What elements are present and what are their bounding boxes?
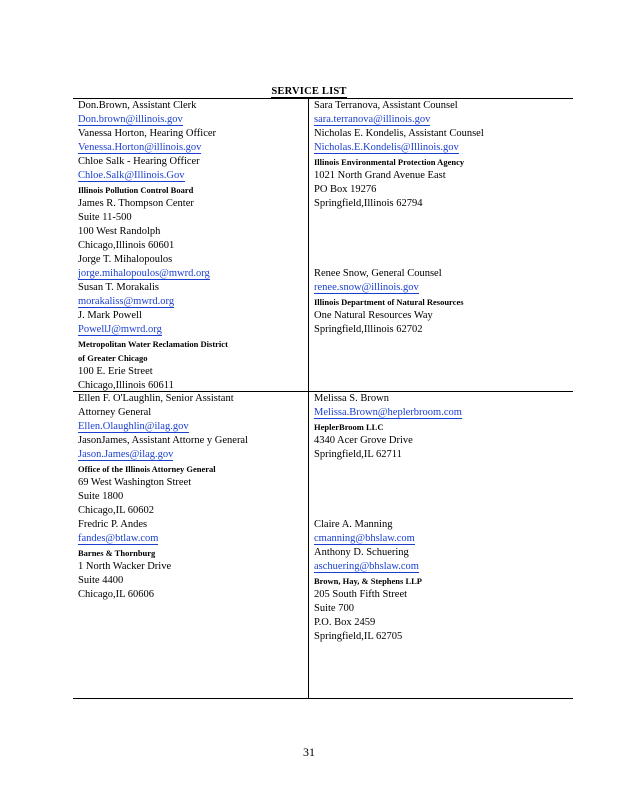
table-column-divider	[308, 98, 309, 698]
email-link[interactable]	[314, 560, 462, 574]
contact-line: P.O. Box 2459	[314, 617, 376, 628]
organization-name: Illinois Pollution Control Board	[78, 185, 194, 195]
cell-attorney-general-barnes-thornburg	[78, 392, 248, 602]
email-link-text[interactable]: Don.brown@illinois.gov	[78, 114, 183, 125]
contact-line: Susan T. Morakalis	[78, 282, 159, 293]
organization-name: Brown, Hay, & Stephens LLP	[314, 576, 423, 586]
contact-line: Renee Snow, General Counsel	[314, 268, 442, 279]
cell-heplerbroom-brown-hay-stephens	[314, 392, 462, 644]
email-link[interactable]	[78, 448, 248, 462]
contact-line: Suite 1800	[78, 491, 124, 502]
contact-line: Chicago,Illinois 60601	[78, 240, 175, 251]
email-link[interactable]	[314, 532, 462, 546]
contact-line: One Natural Resources Way	[314, 310, 433, 321]
contact-line: 100 E. Erie Street	[78, 366, 153, 377]
contact-line: Attorney General	[78, 407, 152, 418]
contact-line: 69 West Washington Street	[78, 477, 192, 488]
spacer	[314, 490, 462, 518]
email-link[interactable]	[78, 532, 248, 546]
contact-line: PO Box 19276	[314, 184, 377, 195]
email-link-text[interactable]: Nicholas.E.Kondelis@Illinois.gov	[314, 142, 459, 153]
service-list-title	[0, 86, 618, 97]
email-link[interactable]	[314, 406, 462, 420]
organization-name: Barnes & Thornburg	[78, 548, 156, 558]
contact-line: Jorge T. Mihalopoulos	[78, 254, 173, 265]
email-link-text[interactable]: Venessa.Horton@illinois.gov	[78, 142, 202, 153]
contact-line: Springfield,IL 62711	[314, 449, 402, 460]
service-list-title-text: SERVICE LIST	[271, 86, 347, 97]
contact-line: Suite 4400	[78, 575, 124, 586]
contact-line: Melissa S. Brown	[314, 393, 389, 404]
email-link-text[interactable]: fandes@btlaw.com	[78, 533, 159, 544]
email-link[interactable]	[78, 169, 228, 183]
spacer	[314, 239, 484, 267]
organization-name: HeplerBroom LLC	[314, 422, 384, 432]
contact-line: Springfield,IL 62705	[314, 631, 403, 642]
contact-line: Sara Terranova, Assistant Counsel	[314, 100, 458, 111]
contact-line: Anthony D. Schuering	[314, 547, 409, 558]
contact-line: 205 South Fifth Street	[314, 589, 408, 600]
contact-line: 4340 Acer Grove Drive	[314, 435, 413, 446]
contact-line: Suite 700	[314, 603, 354, 614]
contact-line: Nicholas E. Kondelis, Assistant Counsel	[314, 128, 484, 139]
email-link[interactable]	[314, 113, 484, 127]
organization-name: Office of the Illinois Attorney General	[78, 464, 216, 474]
cell-pollution-control-board-water-district	[78, 99, 228, 393]
contact-line: Fredric P. Andes	[78, 519, 148, 530]
contact-line: Vanessa Horton, Hearing Officer	[78, 128, 217, 139]
organization-name: of Greater Chicago	[78, 353, 148, 363]
organization-name: Illinois Department of Natural Resources	[314, 297, 464, 307]
email-link[interactable]	[78, 295, 228, 309]
contact-line: Claire A. Manning	[314, 519, 393, 530]
contact-line: James R. Thompson Center	[78, 198, 194, 209]
organization-name: Illinois Environmental Protection Agency	[314, 157, 465, 167]
email-link-text[interactable]: renee.snow@illinois.gov	[314, 282, 419, 293]
contact-line: 100 West Randolph	[78, 226, 161, 237]
cell-epa-natural-resources	[314, 99, 484, 337]
contact-line: Ellen F. O'Laughlin, Senior Assistant	[78, 393, 234, 404]
contact-line: Chicago,IL 60606	[78, 589, 155, 600]
table-bottom-border	[73, 698, 573, 699]
contact-line: JasonJames, Assistant Attorne y General	[78, 435, 249, 446]
contact-line: 1 North Wacker Drive	[78, 561, 172, 572]
email-link-text[interactable]: sara.terranova@illinois.gov	[314, 114, 431, 125]
spacer	[314, 211, 484, 239]
email-link-text[interactable]: Ellen.Olaughlin@ilag.gov	[78, 421, 189, 432]
email-link[interactable]	[78, 323, 228, 337]
page-number: 31	[303, 745, 315, 759]
contact-line: Springfield,Illinois 62702	[314, 324, 423, 335]
email-link-text[interactable]: Jason.James@ilag.gov	[78, 449, 174, 460]
email-link-text[interactable]: Chloe.Salk@Illinois.Gov	[78, 170, 185, 181]
contact-line: Chicago,IL 60602	[78, 505, 155, 516]
contact-line: Chicago,Illinois 60611	[78, 380, 174, 391]
email-link-text[interactable]: aschuering@bhslaw.com	[314, 561, 419, 572]
spacer	[314, 462, 462, 490]
contact-line: J. Mark Powell	[78, 310, 142, 321]
email-link[interactable]	[314, 141, 484, 155]
email-link-text[interactable]: PowellJ@mwrd.org	[78, 324, 162, 335]
email-link[interactable]	[78, 113, 228, 127]
email-link[interactable]	[78, 267, 228, 281]
email-link-text[interactable]: cmanning@bhslaw.com	[314, 533, 415, 544]
contact-line: Don.Brown, Assistant Clerk	[78, 100, 197, 111]
email-link-text[interactable]: morakaliss@mwrd.org	[78, 296, 175, 307]
email-link-text[interactable]: jorge.mihalopoulos@mwrd.org	[78, 268, 210, 279]
contact-line: Suite 11-500	[78, 212, 132, 223]
organization-name: Metropolitan Water Reclamation District	[78, 339, 228, 349]
email-link[interactable]	[314, 281, 484, 295]
contact-line: 1021 North Grand Avenue East	[314, 170, 446, 181]
email-link-text[interactable]: Melissa.Brown@heplerbroom.com	[314, 407, 462, 418]
email-link[interactable]	[78, 420, 248, 434]
contact-line: Springfield,Illinois 62794	[314, 198, 423, 209]
email-link[interactable]	[78, 141, 228, 155]
contact-line: Chloe Salk - Hearing Officer	[78, 156, 200, 167]
